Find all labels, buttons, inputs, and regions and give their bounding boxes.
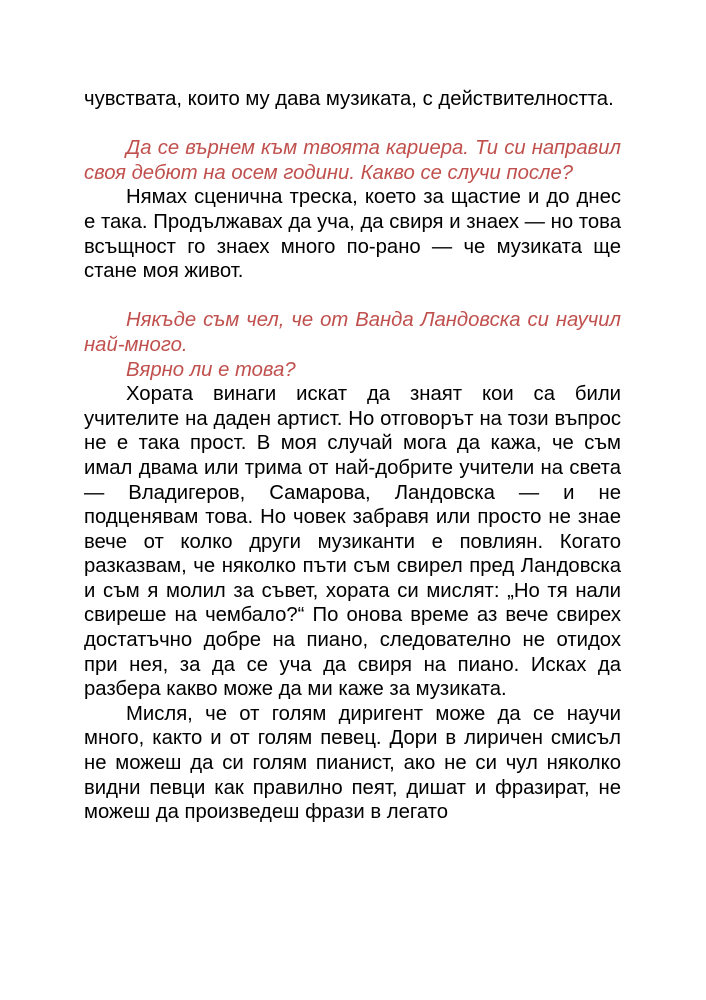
answer-paragraph: Хората винаги искат да знаят кои са били учителите на даден артист. Но отговорът на този въпрос не е така прост. В моя случай мога да кажа, че съм имал двама или трима от най-добрите учители на света — Владигеров, Самарова, Ландовска — и не подценявам това. Но човек забравя или просто не знае вече от колко други музиканти е повлиян. Когато разказвам, че няколко пъти съм свирел пред Ландовска и съм я молил за съвет, хората си мислят: „Но тя нали свиреше на чембало?“ По онова време аз вече свирех достатъчно добре на пиано, следователно не отидох при нея, за да се уча да свиря на пиано. Исках да разбера какво може да ми каже за музиката.	[84, 383, 621, 701]
paragraph-spacer	[84, 112, 621, 137]
interview-question-followup: Вярно ли е това?	[126, 358, 296, 381]
paragraph-spacer	[84, 284, 621, 309]
answer-paragraph-continuation: чувствата, които му дава музиката, с действителността.	[84, 88, 614, 110]
interview-question: Да се върнем към твоята кариера. Ти си направил своя дебют на осем години. Какво се случи после?	[84, 137, 621, 184]
interview-question: Някъде съм чел, че от Ванда Ландовска си научил най-много.	[84, 309, 621, 356]
answer-paragraph: Мисля, че от голям диригент може да се научи много, както и от голям певец. Дори в лиричен смисъл не можеш да си голям пианист, ако не си чул няколко видни певци как правилно пеят, дишат и фразират, не можеш да произведеш фрази в легато	[84, 702, 621, 824]
document-page	[84, 87, 621, 825]
answer-paragraph: Нямах сценична треска, което за щастие и до днес е така. Продължавах да уча, да свиря и знаех — но това всъщност го знаех много по-рано — че музиката ще стане моя живот.	[84, 186, 621, 283]
